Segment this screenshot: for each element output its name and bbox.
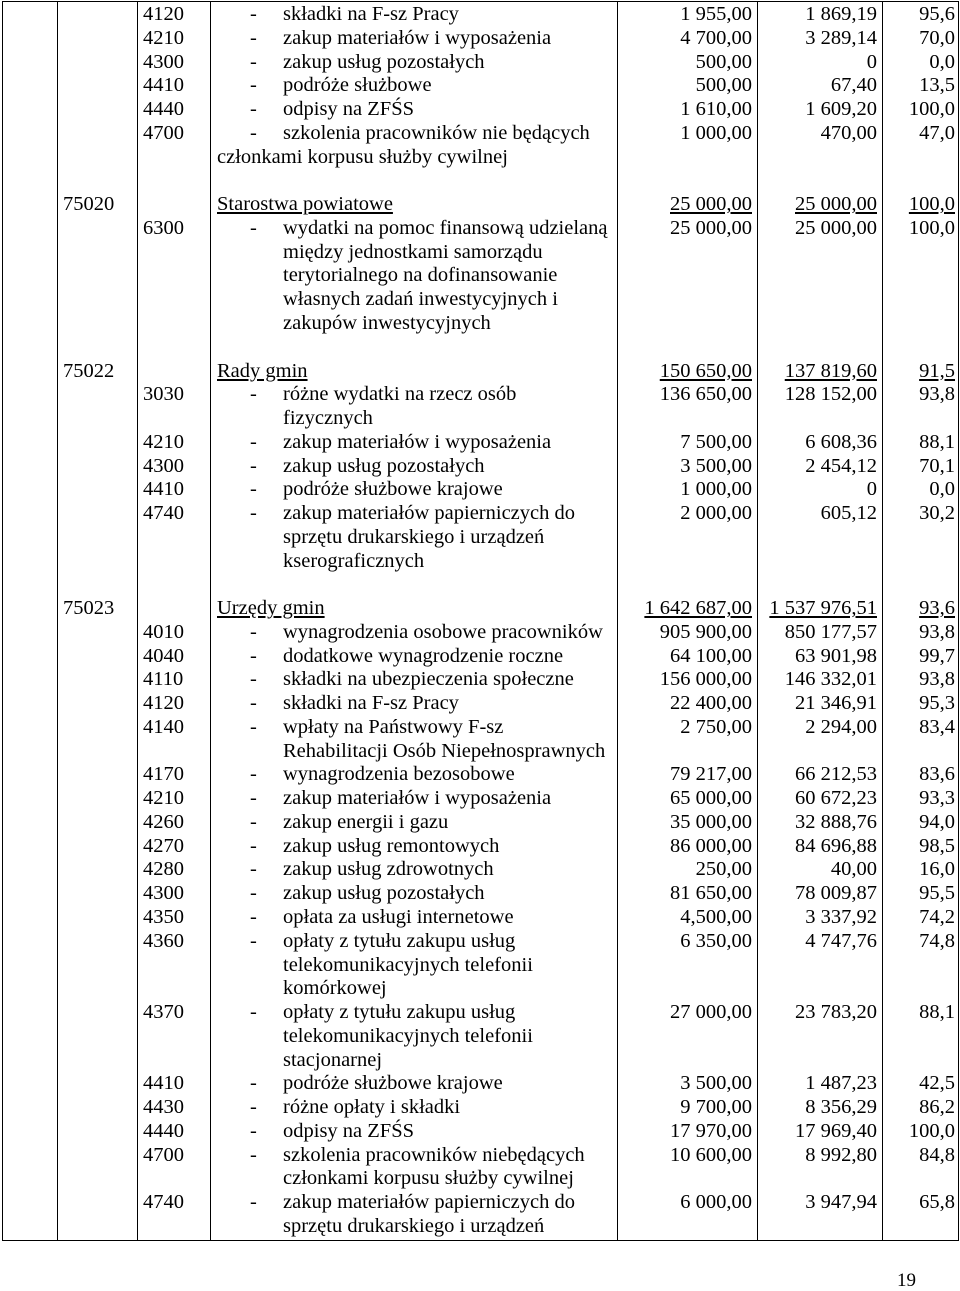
percent-value: 0,0	[929, 50, 955, 73]
item-description-continuation: członkami korpusu służby cywilnej	[217, 145, 508, 168]
item-marker: -	[250, 50, 257, 73]
item-description: podróże służbowe krajowe	[283, 1072, 503, 1095]
item-marker: -	[250, 882, 257, 905]
page-number: 19	[897, 1270, 916, 1291]
paragraf-code: 4120	[143, 3, 184, 26]
item-description: dodatkowe wynagrodzenie roczne	[283, 644, 564, 667]
item-description: składki na F-sz Pracy	[283, 692, 459, 715]
wykonanie-value: 2 294,00	[805, 715, 877, 738]
wykonanie-value: 3 337,92	[805, 905, 877, 928]
plan-value: 1 000,00	[680, 478, 752, 501]
item-description-continuation: komórkowej	[283, 977, 387, 1000]
wykonanie-value: 25 000,00	[795, 216, 877, 239]
item-marker: -	[250, 430, 257, 453]
plan-value: 4,500,00	[680, 905, 752, 928]
table-row-continuation	[0, 740, 960, 764]
item-marker: -	[250, 383, 257, 406]
item-marker: -	[250, 644, 257, 667]
paragraf-code: 3030	[143, 383, 184, 406]
paragraf-code: 6300	[143, 216, 184, 239]
item-description-continuation: własnych zadań inwestycyjnych i	[283, 288, 558, 311]
plan-value: 17 970,00	[670, 1119, 752, 1142]
table-row	[0, 502, 960, 526]
table-row-continuation	[0, 312, 960, 336]
item-description: zakup materiałów i wyposażenia	[283, 787, 552, 810]
paragraf-code: 4170	[143, 763, 184, 786]
item-description: zakup materiałów i wyposażenia	[283, 26, 552, 49]
item-marker: -	[250, 1001, 257, 1024]
percent-value: 13,5	[919, 74, 955, 97]
item-description-continuation: członkami korpusu służby cywilnej	[283, 1167, 574, 1190]
plan-value: 79 217,00	[670, 763, 752, 786]
percent-value: 93,8	[919, 668, 955, 691]
paragraf-code: 4740	[143, 502, 184, 525]
item-description: zakup materiałów i wyposażenia	[283, 430, 552, 453]
percent-value: 100,0	[908, 193, 955, 216]
item-marker: -	[250, 1072, 257, 1095]
wykonanie-value: 40,00	[830, 858, 877, 881]
item-description-continuation: sprzętu drukarskiego i urządzeń	[283, 1214, 545, 1237]
item-marker: -	[250, 74, 257, 97]
paragraf-code: 4740	[143, 1191, 184, 1214]
item-description: zakup usług pozostałych	[283, 454, 485, 477]
rozdzial-code: 75020	[63, 193, 115, 216]
plan-value: 9 700,00	[680, 1096, 752, 1119]
plan-value: 81 650,00	[670, 882, 752, 905]
wykonanie-value: 137 819,60	[784, 359, 877, 382]
table-border-bottom	[2, 1240, 959, 1241]
percent-value: 91,5	[919, 359, 955, 382]
table-row	[0, 1072, 960, 1096]
wykonanie-value: 4 747,76	[805, 929, 877, 952]
item-description: opłaty z tytułu zakupu usług	[283, 1001, 516, 1024]
wykonanie-value: 8 992,80	[805, 1143, 877, 1166]
item-description-continuation: Rehabilitacji Osób Niepełnosprawnych	[283, 739, 606, 762]
percent-value: 93,3	[919, 787, 955, 810]
plan-value: 156 000,00	[659, 668, 752, 691]
wykonanie-value: 0	[866, 50, 877, 73]
wykonanie-value: 32 888,76	[795, 810, 877, 833]
paragraf-code: 4120	[143, 692, 184, 715]
table-row	[0, 906, 960, 930]
wykonanie-value: 2 454,12	[805, 454, 877, 477]
table-row	[0, 122, 960, 146]
wykonanie-value: 21 346,91	[795, 692, 877, 715]
wykonanie-value: 25 000,00	[795, 193, 877, 216]
paragraf-code: 4440	[143, 98, 184, 121]
table-row-continuation	[0, 954, 960, 978]
plan-value: 64 100,00	[670, 644, 752, 667]
item-marker: -	[250, 668, 257, 691]
wykonanie-value: 66 212,53	[795, 763, 877, 786]
item-description-continuation: kserograficznych	[283, 549, 425, 572]
item-description: zakup usług zdrowotnych	[283, 858, 494, 881]
wykonanie-value: 1 537 976,51	[769, 597, 877, 620]
item-description: wynagrodzenia bezosobowe	[283, 763, 515, 786]
paragraf-code: 4110	[143, 668, 184, 691]
table-border-top	[2, 1, 959, 2]
table-row-continuation	[0, 241, 960, 265]
item-description: wpłaty na Państwowy F-sz	[283, 715, 504, 738]
plan-value: 905 900,00	[659, 620, 752, 643]
item-description: zakup usług remontowych	[283, 834, 500, 857]
table-row	[0, 98, 960, 122]
item-marker: -	[250, 692, 257, 715]
plan-value: 1 000,00	[680, 121, 752, 144]
plan-value: 250,00	[695, 858, 752, 881]
item-description-continuation: zakupów inwestycyjnych	[283, 311, 491, 334]
item-marker: -	[250, 905, 257, 928]
wykonanie-value: 1 609,20	[805, 98, 877, 121]
wykonanie-value: 850 177,57	[784, 620, 877, 643]
plan-value: 1 642 687,00	[644, 597, 752, 620]
wykonanie-value: 17 969,40	[795, 1119, 877, 1142]
item-marker: -	[250, 763, 257, 786]
item-description: opłaty z tytułu zakupu usług	[283, 929, 516, 952]
wykonanie-value: 1 487,23	[805, 1072, 877, 1095]
paragraf-code: 4440	[143, 1119, 184, 1142]
percent-value: 88,1	[919, 430, 955, 453]
paragraf-code: 4260	[143, 810, 184, 833]
item-description-continuation: fizycznych	[283, 407, 373, 430]
plan-value: 25 000,00	[670, 193, 752, 216]
table-row-continuation	[0, 1215, 960, 1239]
paragraf-code: 4410	[143, 478, 184, 501]
item-description: opłata za usługi internetowe	[283, 905, 514, 928]
percent-value: 95,5	[919, 882, 955, 905]
item-description-continuation: telekomunikacyjnych telefonii	[283, 1024, 533, 1047]
percent-value: 95,6	[919, 3, 955, 26]
paragraf-code: 4300	[143, 50, 184, 73]
paragraf-code: 4270	[143, 834, 184, 857]
table-row	[0, 217, 960, 241]
wykonanie-value: 1 869,19	[805, 3, 877, 26]
plan-value: 7 500,00	[680, 430, 752, 453]
wykonanie-value: 0	[866, 478, 877, 501]
percent-value: 100,0	[908, 98, 955, 121]
paragraf-code: 4410	[143, 1072, 184, 1095]
paragraf-code: 4140	[143, 715, 184, 738]
item-description-continuation: terytorialnego na dofinansowanie	[283, 264, 558, 287]
item-marker: -	[250, 216, 257, 239]
wykonanie-value: 128 152,00	[784, 383, 877, 406]
section-title: Urzędy gmin	[217, 597, 325, 620]
percent-value: 100,0	[908, 216, 955, 239]
table-row-continuation	[0, 407, 960, 431]
section-header-row	[0, 597, 960, 621]
plan-value: 2 000,00	[680, 502, 752, 525]
percent-value: 100,0	[908, 1119, 955, 1142]
percent-value: 98,5	[919, 834, 955, 857]
item-description-continuation: stacjonarnej	[283, 1048, 383, 1071]
percent-value: 65,8	[919, 1191, 955, 1214]
table-row	[0, 787, 960, 811]
table-row	[0, 1120, 960, 1144]
wykonanie-value: 6 608,36	[805, 430, 877, 453]
section-title: Rady gmin	[217, 359, 308, 382]
item-marker: -	[250, 715, 257, 738]
table-row	[0, 51, 960, 75]
table-row-continuation	[0, 977, 960, 1001]
plan-value: 3 500,00	[680, 1072, 752, 1095]
item-description: zakup usług pozostałych	[283, 50, 485, 73]
percent-value: 86,2	[919, 1096, 955, 1119]
plan-value: 150 650,00	[659, 359, 752, 382]
table-row	[0, 455, 960, 479]
item-marker: -	[250, 454, 257, 477]
item-marker: -	[250, 834, 257, 857]
percent-value: 94,0	[919, 810, 955, 833]
table-row-continuation	[0, 146, 960, 170]
item-marker: -	[250, 1191, 257, 1214]
paragraf-code: 4350	[143, 905, 184, 928]
plan-value: 500,00	[695, 74, 752, 97]
table-row	[0, 383, 960, 407]
rozdzial-code: 75023	[63, 597, 115, 620]
item-marker: -	[250, 3, 257, 26]
paragraf-code: 4360	[143, 929, 184, 952]
percent-value: 93,8	[919, 620, 955, 643]
wykonanie-value: 470,00	[820, 121, 877, 144]
plan-value: 35 000,00	[670, 810, 752, 833]
item-description: wynagrodzenia osobowe pracowników	[283, 620, 603, 643]
paragraf-code: 4410	[143, 74, 184, 97]
table-row	[0, 858, 960, 882]
item-description-continuation: sprzętu drukarskiego i urządzeń	[283, 525, 545, 548]
plan-value: 6 350,00	[680, 929, 752, 952]
table-row	[0, 882, 960, 906]
wykonanie-value: 78 009,87	[795, 882, 877, 905]
item-marker: -	[250, 787, 257, 810]
plan-value: 10 600,00	[670, 1143, 752, 1166]
item-marker: -	[250, 1096, 257, 1119]
item-description: podróże służbowe	[283, 74, 432, 97]
paragraf-code: 4300	[143, 882, 184, 905]
item-description: odpisy na ZFŚS	[283, 1119, 414, 1142]
table-row	[0, 27, 960, 51]
item-marker: -	[250, 858, 257, 881]
table-row	[0, 74, 960, 98]
wykonanie-value: 84 696,88	[795, 834, 877, 857]
wykonanie-value: 3 289,14	[805, 26, 877, 49]
percent-value: 83,6	[919, 763, 955, 786]
item-description: składki na F-sz Pracy	[283, 3, 459, 26]
item-description: zakup usług pozostałych	[283, 882, 485, 905]
item-description: różne wydatki na rzecz osób	[283, 383, 517, 406]
paragraf-code: 4210	[143, 430, 184, 453]
plan-value: 2 750,00	[680, 715, 752, 738]
plan-value: 3 500,00	[680, 454, 752, 477]
percent-value: 74,2	[919, 905, 955, 928]
paragraf-code: 4300	[143, 454, 184, 477]
section-header-row	[0, 360, 960, 384]
percent-value: 47,0	[919, 121, 955, 144]
percent-value: 70,1	[919, 454, 955, 477]
paragraf-code: 4700	[143, 121, 184, 144]
percent-value: 84,8	[919, 1143, 955, 1166]
item-marker: -	[250, 98, 257, 121]
table-row	[0, 835, 960, 859]
plan-value: 6 000,00	[680, 1191, 752, 1214]
table-row	[0, 1001, 960, 1025]
percent-value: 99,7	[919, 644, 955, 667]
percent-value: 74,8	[919, 929, 955, 952]
item-marker: -	[250, 929, 257, 952]
item-description-continuation: telekomunikacyjnych telefonii	[283, 953, 533, 976]
plan-value: 27 000,00	[670, 1001, 752, 1024]
item-marker: -	[250, 1119, 257, 1142]
item-description: zakup materiałów papierniczych do	[283, 502, 575, 525]
percent-value: 30,2	[919, 502, 955, 525]
percent-value: 93,8	[919, 383, 955, 406]
item-marker: -	[250, 502, 257, 525]
item-marker: -	[250, 121, 257, 144]
table-row	[0, 763, 960, 787]
wykonanie-value: 23 783,20	[795, 1001, 877, 1024]
section-header-row	[0, 193, 960, 217]
table-row	[0, 930, 960, 954]
item-marker: -	[250, 810, 257, 833]
plan-value: 25 000,00	[670, 216, 752, 239]
paragraf-code: 4040	[143, 644, 184, 667]
table-row	[0, 1096, 960, 1120]
item-marker: -	[250, 478, 257, 501]
item-description-continuation: między jednostkami samorządu	[283, 240, 543, 263]
table-row	[0, 692, 960, 716]
rozdzial-code: 75022	[63, 359, 115, 382]
table-row	[0, 3, 960, 27]
paragraf-code: 4010	[143, 620, 184, 643]
percent-value: 83,4	[919, 715, 955, 738]
wykonanie-value: 146 332,01	[784, 668, 877, 691]
plan-value: 1 610,00	[680, 98, 752, 121]
plan-value: 136 650,00	[659, 383, 752, 406]
table-row	[0, 645, 960, 669]
table-row-continuation	[0, 1025, 960, 1049]
item-description: zakup energii i gazu	[283, 810, 449, 833]
table-row	[0, 621, 960, 645]
plan-value: 500,00	[695, 50, 752, 73]
plan-value: 1 955,00	[680, 3, 752, 26]
item-marker: -	[250, 26, 257, 49]
percent-value: 95,3	[919, 692, 955, 715]
plan-value: 4 700,00	[680, 26, 752, 49]
item-description: składki na ubezpieczenia społeczne	[283, 668, 574, 691]
plan-value: 86 000,00	[670, 834, 752, 857]
table-row	[0, 668, 960, 692]
wykonanie-value: 67,40	[830, 74, 877, 97]
item-description: szkolenia pracowników niebędących	[283, 1143, 585, 1166]
table-row	[0, 1191, 960, 1215]
wykonanie-value: 605,12	[820, 502, 877, 525]
plan-value: 65 000,00	[670, 787, 752, 810]
percent-value: 93,6	[919, 597, 955, 620]
wykonanie-value: 60 672,23	[795, 787, 877, 810]
table-row	[0, 716, 960, 740]
table-row-continuation	[0, 1049, 960, 1073]
item-marker: -	[250, 620, 257, 643]
paragraf-code: 4280	[143, 858, 184, 881]
wykonanie-value: 3 947,94	[805, 1191, 877, 1214]
plan-value: 22 400,00	[670, 692, 752, 715]
percent-value: 16,0	[919, 858, 955, 881]
percent-value: 0,0	[929, 478, 955, 501]
wykonanie-value: 63 901,98	[795, 644, 877, 667]
table-row-continuation	[0, 288, 960, 312]
table-row	[0, 478, 960, 502]
table-row	[0, 1144, 960, 1168]
item-description: zakup materiałów papierniczych do	[283, 1191, 575, 1214]
percent-value: 42,5	[919, 1072, 955, 1095]
table-row	[0, 811, 960, 835]
percent-value: 70,0	[919, 26, 955, 49]
item-description: szkolenia pracowników nie będących	[283, 121, 590, 144]
table-row-continuation	[0, 1167, 960, 1191]
paragraf-code: 4700	[143, 1143, 184, 1166]
percent-value: 88,1	[919, 1001, 955, 1024]
table-row-continuation	[0, 550, 960, 574]
item-description: wydatki na pomoc finansową udzielaną	[283, 216, 608, 239]
table-row	[0, 431, 960, 455]
item-description: podróże służbowe krajowe	[283, 478, 503, 501]
paragraf-code: 4370	[143, 1001, 184, 1024]
table-row-continuation	[0, 264, 960, 288]
section-title: Starostwa powiatowe	[217, 193, 393, 216]
item-marker: -	[250, 1143, 257, 1166]
paragraf-code: 4210	[143, 26, 184, 49]
paragraf-code: 4430	[143, 1096, 184, 1119]
wykonanie-value: 8 356,29	[805, 1096, 877, 1119]
paragraf-code: 4210	[143, 787, 184, 810]
item-description: odpisy na ZFŚS	[283, 98, 414, 121]
item-description: różne opłaty i składki	[283, 1096, 461, 1119]
table-row-continuation	[0, 526, 960, 550]
